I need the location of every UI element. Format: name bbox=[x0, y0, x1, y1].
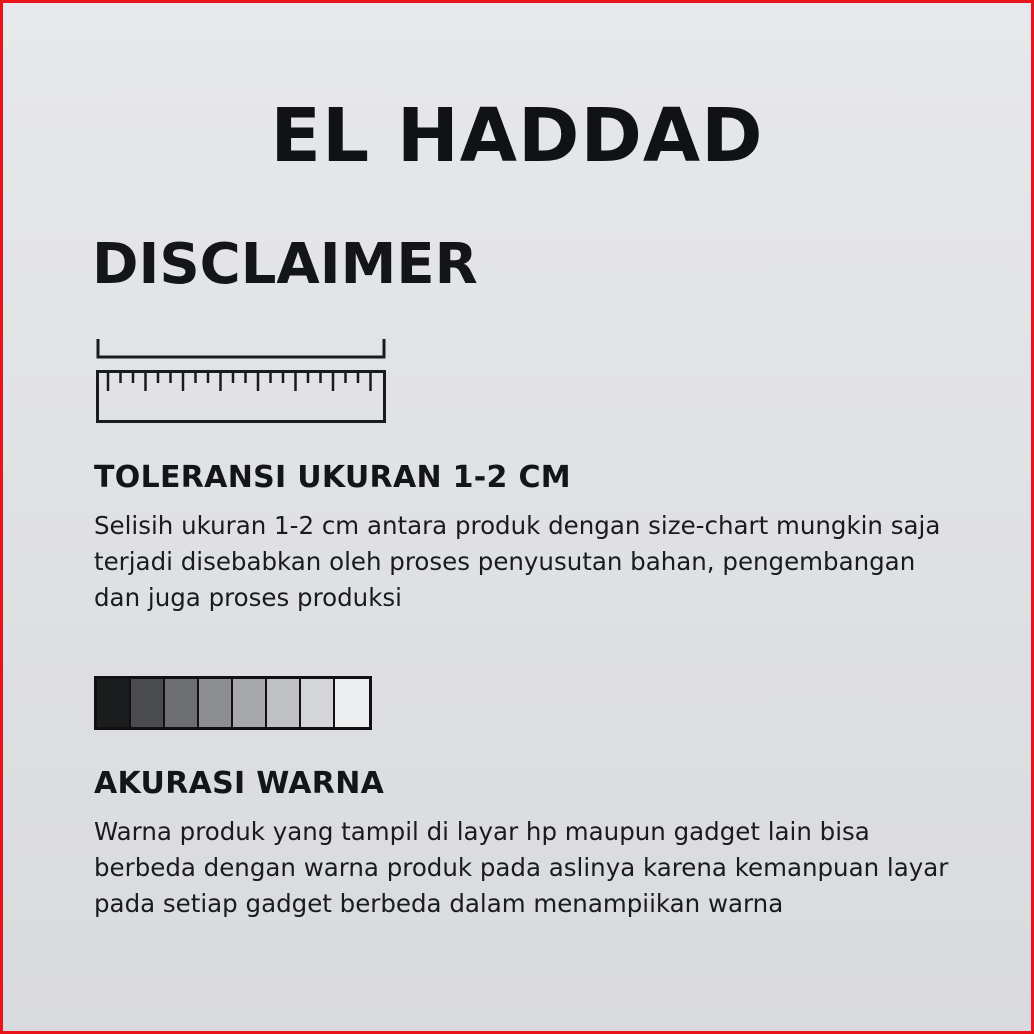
color-swatch bbox=[301, 679, 335, 727]
color-swatch bbox=[199, 679, 233, 727]
color-swatch bbox=[233, 679, 267, 727]
color-accuracy-text: Warna produk yang tampil di layar hp maupun gadget lain bisa berbeda dengan warna produk pada aslinya karena kemanpuan layar pada setiap gadget berbeda dalam menampiikan warna bbox=[94, 817, 949, 918]
color-swatch bbox=[131, 679, 165, 727]
size-tolerance-title: TOLERANSI UKURAN 1-2 CM bbox=[94, 460, 571, 495]
ruler-icon bbox=[94, 337, 390, 427]
color-swatch bbox=[165, 679, 199, 727]
color-swatch bbox=[97, 679, 131, 727]
color-swatch bbox=[267, 679, 301, 727]
disclaimer-heading: DISCLAIMER bbox=[92, 232, 478, 297]
size-tolerance-text: Selisih ukuran 1-2 cm antara produk dengan size-chart mungkin saja terjadi disebabkan oleh proses penyusutan bahan, pengembangan dan juga proses produksi bbox=[94, 511, 941, 612]
color-swatch bbox=[335, 679, 369, 727]
color-swatch-icon bbox=[94, 676, 372, 730]
color-accuracy-title: AKURASI WARNA bbox=[94, 766, 385, 801]
brand-title: EL HADDAD bbox=[270, 93, 764, 179]
